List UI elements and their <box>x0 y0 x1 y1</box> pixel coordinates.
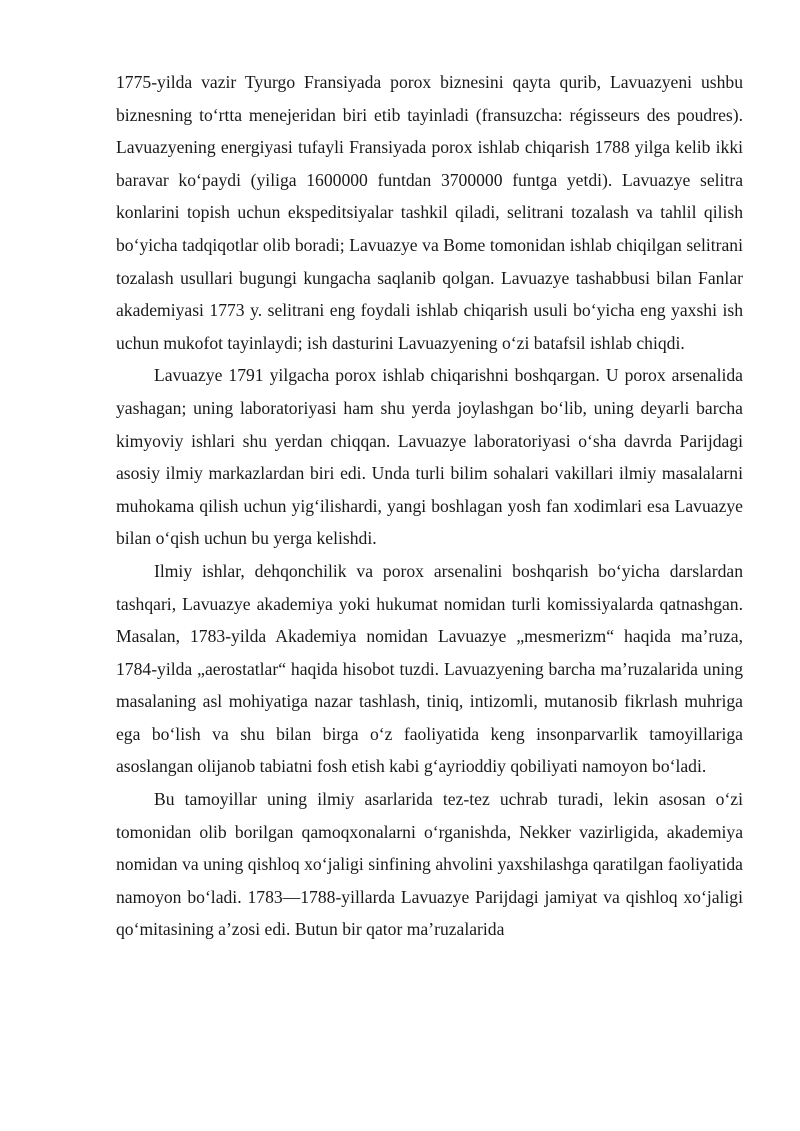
paragraph-2: Lavuazye 1791 yilgacha porox ishlab chiqarishni boshqargan. U porox arsenalida yashagan; uning laboratoriyasi ham shu yerda joylashgan bo‘lib, uning deyarli barcha kimyoviy ishlari shu yerdan chiqqan. Lavuazye laboratoriyasi o‘sha davrda Parijdagi asosiy ilmiy markazlardan biri edi. Unda turli bilim sohalari vakillari ilmiy masalalarni muhokama qilish uchun yig‘ilishardi, yangi boshlagan yosh fan xodimlari esa Lavuazye bilan o‘qish uchun bu yerga kelishdi. <box>116 365 743 549</box>
paragraph-4: Bu tamoyillar uning ilmiy asarlarida tez-tez uchrab turadi, lekin asosan o‘zi tomonidan olib borilgan qamoqxonalarni o‘rganishda, Nekker vazirligida, akademiya nomidan va uning qishloq xo‘jaligi sinfining ahvolini yaxshilashga qaratilgan faoliyatida namoyon bo‘ladi. 1783—1788-yillarda Lavuazye Parijdagi jamiyat va qishloq xo‘jaligi qo‘mitasining a’zosi edi. Butun bir qator ma’ruzalarida <box>116 789 743 940</box>
body-text <box>116 66 743 946</box>
paragraph-1: 1775-yilda vazir Tyurgo Fransiyada porox biznesini qayta qurib, Lavuazyeni ushbu biznesning to‘rtta menejeridan biri etib tayinladi (fransuzcha: régisseurs des poudres). Lavuazyening energiyasi tufayli Fransiyada porox ishlab chiqarish 1788 yilga kelib ikki baravar ko‘paydi (yiliga 1600000 funtdan 3700000 funtga yetdi). Lavuazye selitra konlarini topish uchun ekspeditsiyalar tashkil qiladi, selitrani tozalash va tahlil qilish bo‘yicha tadqiqotlar olib boradi; Lavuazye va Bome tomonidan ishlab chiqilgan selitrani tozalash usullari bugungi kungacha saqlanib qolgan. Lavuazye tashabbusi bilan Fanlar akademiyasi 1773 y. selitrani eng foydali ishlab chiqarish usuli bo‘yicha eng yaxshi ish uchun mukofot tayinlaydi; ish dasturini Lavuazyening o‘zi batafsil ishlab chiqdi. <box>116 72 743 353</box>
paragraph-3: Ilmiy ishlar, dehqonchilik va porox arsenalini boshqarish bo‘yicha darslardan tashqari, Lavuazye akademiya yoki hukumat nomidan turli komissiyalarda qatnashgan. Masalan, 1783-yilda Akademiya nomidan Lavuazye „mesmerizm“ haqida ma’ruza, 1784-yilda „aerostatlar“ haqida hisobot tuzdi. Lavuazyening barcha ma’ruzalarida uning masalaning asl mohiyatiga nazar tashlash, tiniq, intizomli, mutanosib fikrlash muhriga ega bo‘lish va shu bilan birga o‘z faoliyatida keng insonparvarlik tamoyillariga asoslangan olijanob tabiatni fosh etish kabi g‘ayrioddiy qobiliyati namoyon bo‘ladi. <box>116 560 743 777</box>
